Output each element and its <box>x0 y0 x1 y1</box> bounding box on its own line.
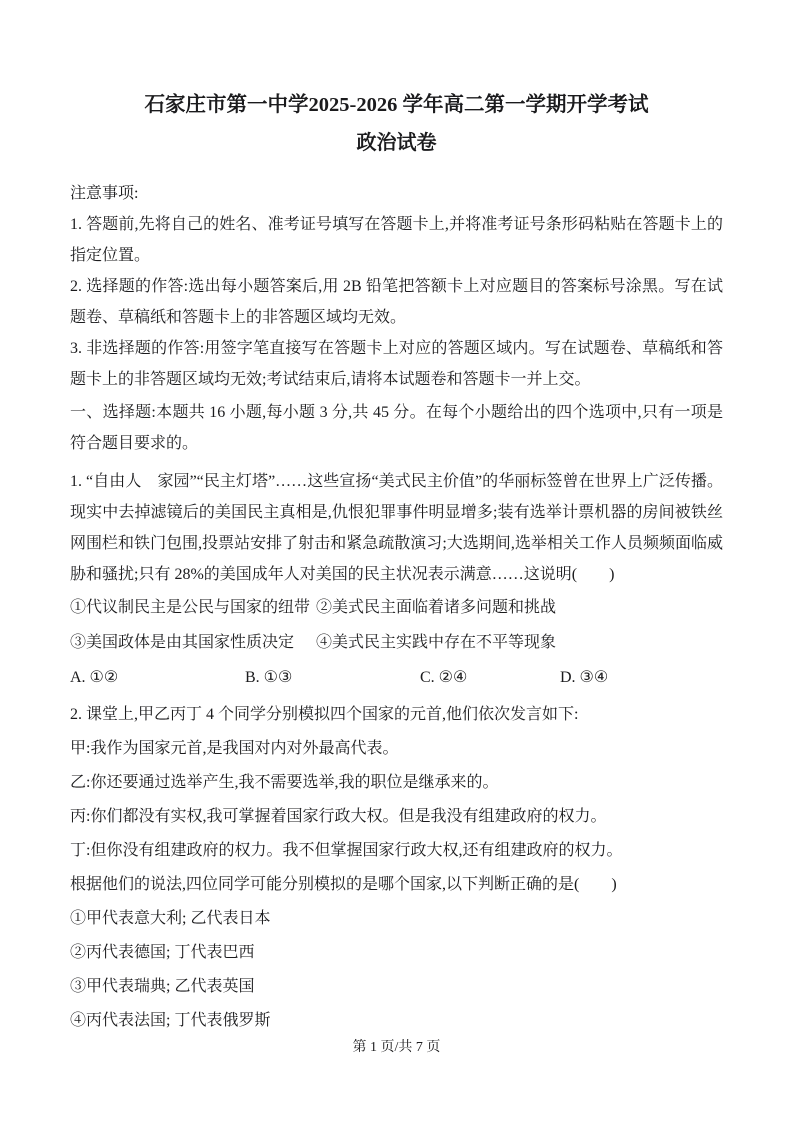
question-2-speaker-jia: 甲:我作为国家元首,是我国对内对外最高代表。 <box>70 739 399 757</box>
statement-3: ③美国政体是由其国家性质决定 <box>70 633 295 651</box>
statement-2: ②美式民主面临着诸多问题和挑战 <box>316 598 557 616</box>
choice-c: C. ②④ <box>420 668 468 686</box>
question-1-stem: 1. “自由人 家园”“民主灯塔”……这些宣扬“美式民主价值”的华丽标签曾在世界上广泛传播。现实中去掉滤镜后的美国民主真相是,仇恨犯罪事件明显增多;装有选举计票机器的房间被铁丝网围栏和铁门包围,投票站安排了射击和紧急疏散演习;大选期间,选举相关工作人员频频面临威胁和骚扰;只有 28%的美国成年人对美国的民主状况表示满意……这说明( ) <box>70 472 723 583</box>
question-2-speaker-bing: 丙:你们都没有实权,我可掌握着国家行政大权。但是我没有组建政府的权力。 <box>70 807 607 825</box>
question-2-speaker-yi: 乙:你还要通过选举产生,我不需要选举,我的职位是继承来的。 <box>70 773 499 791</box>
question-2-statement-2: ②丙代表德国; 丁代表巴西 <box>70 943 255 961</box>
statement-4: ④美式民主实践中存在不平等现象 <box>316 633 557 651</box>
choice-a: A. ①② <box>70 668 119 686</box>
question-2-speaker-ding: 丁:但你没有组建政府的权力。我不但掌握国家行政大权,还有组建政府的权力。 <box>70 841 623 859</box>
notice-item-1: 1. 答题前,先将自己的姓名、准考证号填写在答题卡上,并将准考证号条形码粘贴在答题卡上的指定位置。 <box>70 215 723 264</box>
statement-1: ①代议制民主是公民与国家的纽带 <box>70 598 311 616</box>
choice-b: B. ①③ <box>245 668 293 686</box>
question-2-stem: 2. 课堂上,甲乙丙丁 4 个同学分别模拟四个国家的元首,他们依次发言如下: <box>70 705 579 723</box>
notice-heading: 注意事项: <box>70 184 139 202</box>
question-1 <box>70 466 723 696</box>
page-footer: 第 1 页/共 7 页 <box>352 1040 441 1055</box>
question-2-statement-4: ④丙代表法国; 丁代表俄罗斯 <box>70 1011 271 1029</box>
question-1-statement-row-2 <box>70 625 723 660</box>
notice-item-2: 2. 选择题的作答:选出每小题答案后,用 2B 铅笔把答额卡上对应题目的答案标号涂黑。写在试题卷、草稿纸和答题卡上的非答题区域均无效。 <box>70 277 723 326</box>
choice-d: D. ③④ <box>560 668 609 686</box>
question-2-statement-3: ③甲代表瑞典; 乙代表英国 <box>70 977 255 995</box>
notice-item-3: 3. 非选择题的作答:用签字笔直接写在答题卡上对应的答题区域内。写在试题卷、草稿纸和答题卡上的非答题区域均无效;考试结束后,请将本试题卷和答题卡一并上交。 <box>70 339 723 388</box>
question-1-choices <box>70 660 723 696</box>
question-2-prompt: 根据他们的说法,四位同学可能分别模拟的是哪个国家,以下判断正确的是( ) <box>70 875 617 893</box>
question-2-statement-1: ①甲代表意大利; 乙代表日本 <box>70 909 271 927</box>
question-1-statement-row-1 <box>70 590 723 625</box>
exam-title: 石家庄市第一中学2025-2026 学年高二第一学期开学考试 <box>144 94 649 116</box>
section-heading: 一、选择题:本题共 16 小题,每小题 3 分,共 45 分。在每个小题给出的四个选项中,只有一项是符合题目要求的。 <box>70 403 723 452</box>
exam-subtitle: 政治试卷 <box>356 131 437 154</box>
question-2 <box>70 698 723 1038</box>
